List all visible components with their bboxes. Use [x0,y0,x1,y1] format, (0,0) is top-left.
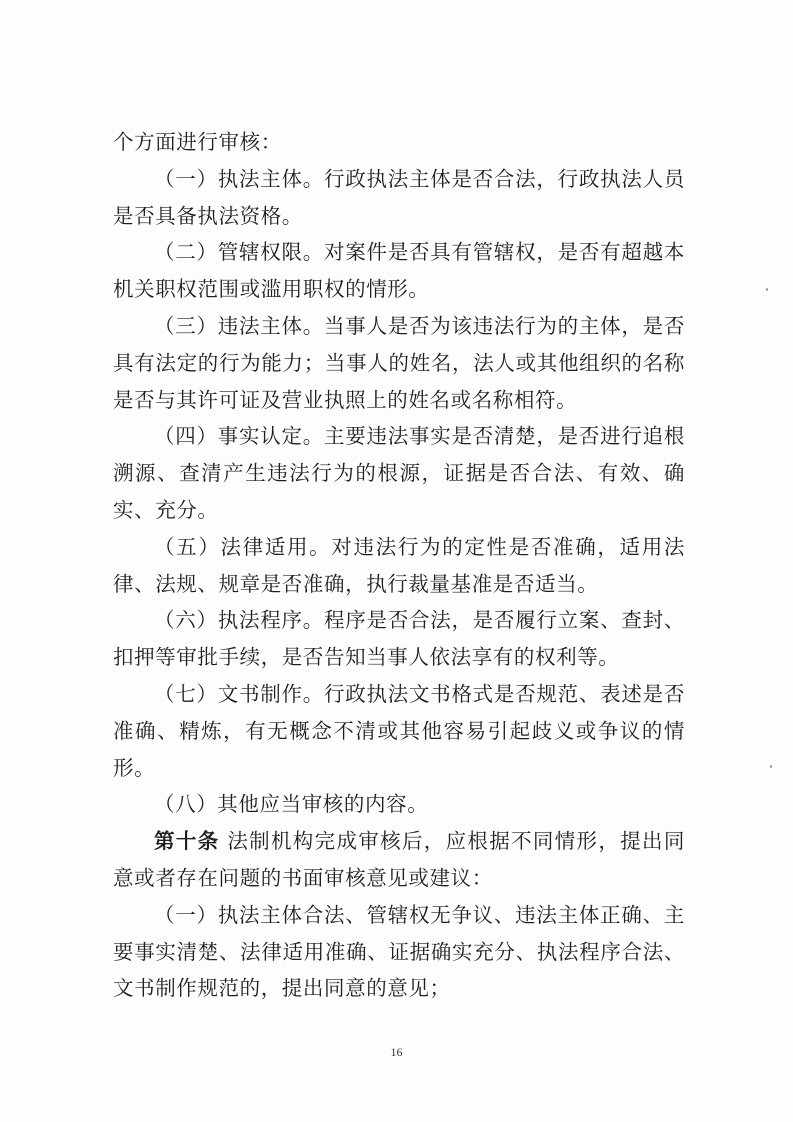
paragraph-article-ten [113,823,685,897]
paragraph-item-1-enforcement-subject: （一）执法主体。行政执法主体是否合法，行政执法人员是否具备执法资格。 [113,166,685,228]
paragraph-item-7-documents: （七）文书制作。行政执法文书格式是否规范、表述是否准确、精炼，有无概念不清或其他容易引起歧义或争议的情形。 [113,681,685,780]
page-number: 16 [390,1045,403,1059]
paragraph-item-5-law-application: （五）法律适用。对违法行为的定性是否准确，适用法律、法规、规章是否准确，执行裁量基准是否适当。 [113,534,685,596]
paragraph-item-4-fact-finding: （四）事实认定。主要违法事实是否清楚，是否进行追根溯源、查清产生违法行为的根源，证据是否合法、有效、确实、充分。 [113,424,685,522]
paragraph-item-6-procedure: （六）执法程序。程序是否合法，是否履行立案、查封、扣押等审批手续，是否告知当事人依法享有的权利等。 [113,608,685,670]
paragraph-intro-continuation: 个方面进行审核： [113,130,282,154]
scan-speck [766,288,768,291]
scan-speck [770,765,772,768]
paragraph-item-3-violating-party: （三）违法主体。当事人是否为该违法行为的主体，是否具有法定的行为能力；当事人的姓名，法人或其他组织的名称是否与其许可证及营业执照上的姓名或名称相符。 [113,313,685,412]
article-ten-label: 第十条 [154,829,220,854]
paragraph-item-2-jurisdiction: （二）管辖权限。对案件是否具有管辖权，是否有超越本机关职权范围或滥用职权的情形。 [113,240,685,302]
paragraph-item-8-other: （八）其他应当审核的内容。 [154,792,429,817]
article-ten-text: 法制机构完成审核后，应根据不同情形，提出同意或者存在问题的书面审核意见或建议： [113,829,685,890]
paragraph-article-ten-item-1: （一）执法主体合法、管辖权无争议、违法主体正确、主要事实清楚、法律适用准确、证据确实充分、执法程序合法、文书制作规范的，提出同意的意见； [113,902,685,1001]
